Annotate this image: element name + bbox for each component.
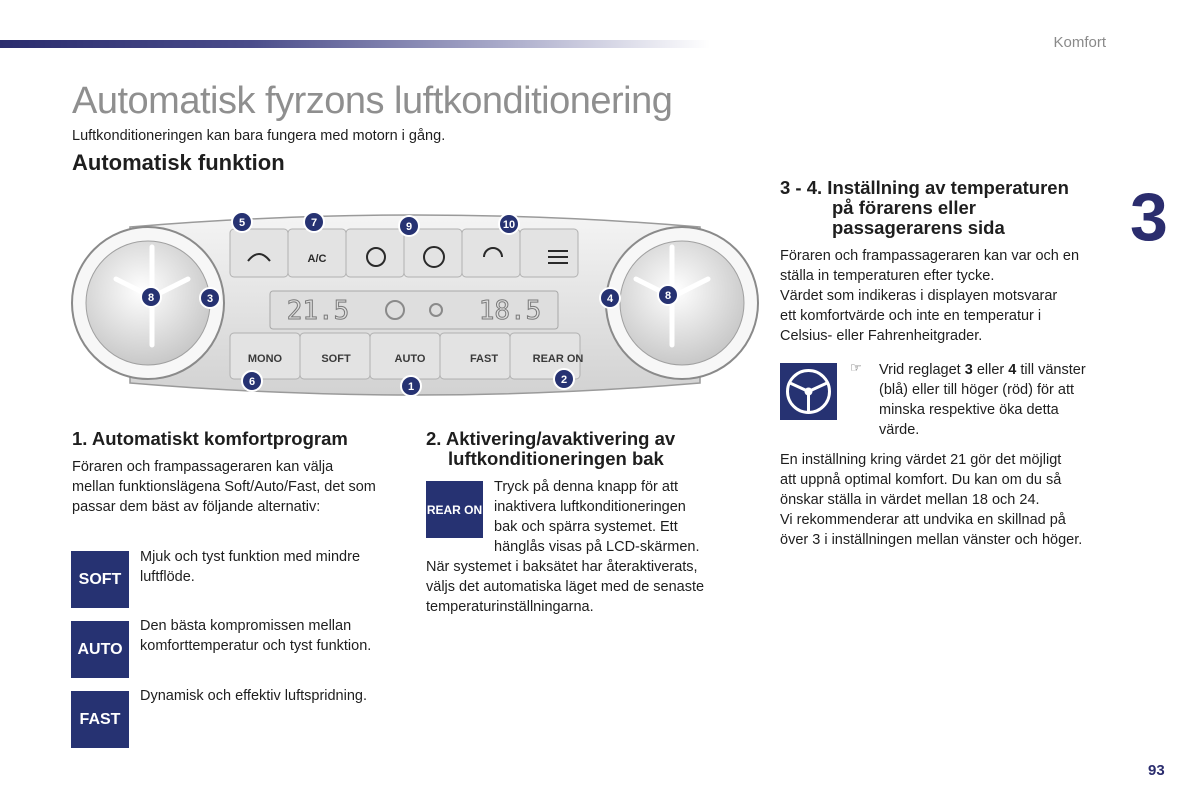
section1-heading: 1. Automatiskt komfortprogram: [72, 428, 348, 449]
svg-text:3: 3: [206, 293, 214, 305]
section3-bullet-text: Vrid reglaget 3 eller 4 till vänster (blå) eller till höger (röd) för att minska respektive öka detta värde.: [879, 362, 1086, 438]
right-temperature-knob: [620, 241, 744, 365]
soft-button-label: SOFT: [321, 353, 351, 365]
svg-text:10: 10: [502, 219, 516, 231]
steering-wheel-icon: [780, 363, 837, 420]
svg-text:1: 1: [407, 381, 415, 393]
svg-text:6: 6: [248, 376, 256, 388]
callout-10: [499, 214, 519, 234]
callout-3: [200, 288, 220, 308]
section3-text1: Föraren och frampassageraren kan var och en ställa in temperaturen efter tycke. Värdet som indikeras i displayen motsvarar ett komfortvärde och inte en temperatur i Celsius- eller Fahrenheitgrader.: [780, 248, 1080, 344]
page-title: Automatisk fyrzons luftkonditionering: [72, 80, 673, 122]
mono-button-label: MONO: [247, 353, 283, 365]
auto-mode-text: Den bästa kompromissen mellan komforttemperatur och tyst funktion.: [140, 618, 372, 654]
svg-text:9: 9: [405, 221, 413, 233]
svg-text:4: 4: [606, 293, 614, 305]
soft-mode-badge: SOFT: [71, 551, 129, 608]
callout-7: [304, 212, 324, 232]
chapter-number: 3: [1130, 179, 1168, 255]
climate-control-panel-illustration: [70, 205, 760, 405]
chapter-name: Komfort: [1053, 34, 1106, 51]
section3-text2: En inställning kring värdet 21 gör det möjligt att uppnå optimal komfort. Du kan om du så önskar ställa in värdet mellan 18 och 24. Vi rekommenderar att undvika en skillnad på över 3 i inställningen mellan vänster och höger.: [780, 452, 1083, 548]
fast-mode-text: Dynamisk och effektiv luftspridning.: [140, 688, 368, 704]
rear-on-badge: REAR ON: [426, 481, 483, 538]
soft-mode-text: Mjuk och tyst funktion med mindre luftflöde.: [140, 549, 361, 585]
page-number: 93: [1148, 762, 1165, 779]
section2-heading: 2. Aktivering/avaktivering av luftkonditioneringen bak: [426, 428, 676, 469]
section1-text: Föraren och frampassageraren kan välja mellan funktionslägena Soft/Auto/Fast, det som passar dem bäst av följande alternativ:: [72, 459, 376, 515]
intro-text: Luftkonditioneringen kan bara fungera med motorn i gång.: [72, 128, 446, 144]
fast-button-label: FAST: [469, 353, 499, 365]
callout-8-left: [141, 287, 161, 307]
section2-text-full: När systemet i baksätet har återaktiverats, väljs det automatiska läget med de senaste temperaturinställningarna.: [426, 559, 705, 615]
bullet-symbol: ☞: [850, 360, 862, 375]
svg-text:5: 5: [238, 217, 246, 229]
section2-text-short: Tryck på denna knapp för att inaktivera luftkonditioneringen bak och spärra systemet. Ett hänglås visas på LCD-skärmen.: [494, 479, 700, 555]
section-heading: Automatisk funktion: [72, 150, 285, 175]
rear-on-button-label: REAR ON: [532, 353, 584, 365]
right-temp-display: 18.5: [478, 296, 542, 326]
section3-heading: 3 - 4. Inställning av temperaturen på förarens eller passagerarens sida: [780, 177, 1069, 238]
ac-button-label: A/C: [307, 253, 327, 265]
svg-text:8: 8: [664, 290, 672, 302]
svg-text:2: 2: [560, 374, 568, 386]
header-gradient-bar: [0, 40, 710, 48]
auto-mode-badge: AUTO: [71, 621, 129, 678]
callout-6: [242, 371, 262, 391]
callout-9: [399, 216, 419, 236]
callout-2: [554, 369, 574, 389]
callout-4: [600, 288, 620, 308]
auto-button-label: AUTO: [394, 353, 426, 365]
left-temp-display: 21.5: [286, 296, 350, 326]
svg-text:7: 7: [310, 217, 318, 229]
fast-mode-badge: FAST: [71, 691, 129, 748]
svg-text:8: 8: [147, 292, 155, 304]
callout-5: [232, 212, 252, 232]
callout-8-right: [658, 285, 678, 305]
callout-1: [401, 376, 421, 396]
